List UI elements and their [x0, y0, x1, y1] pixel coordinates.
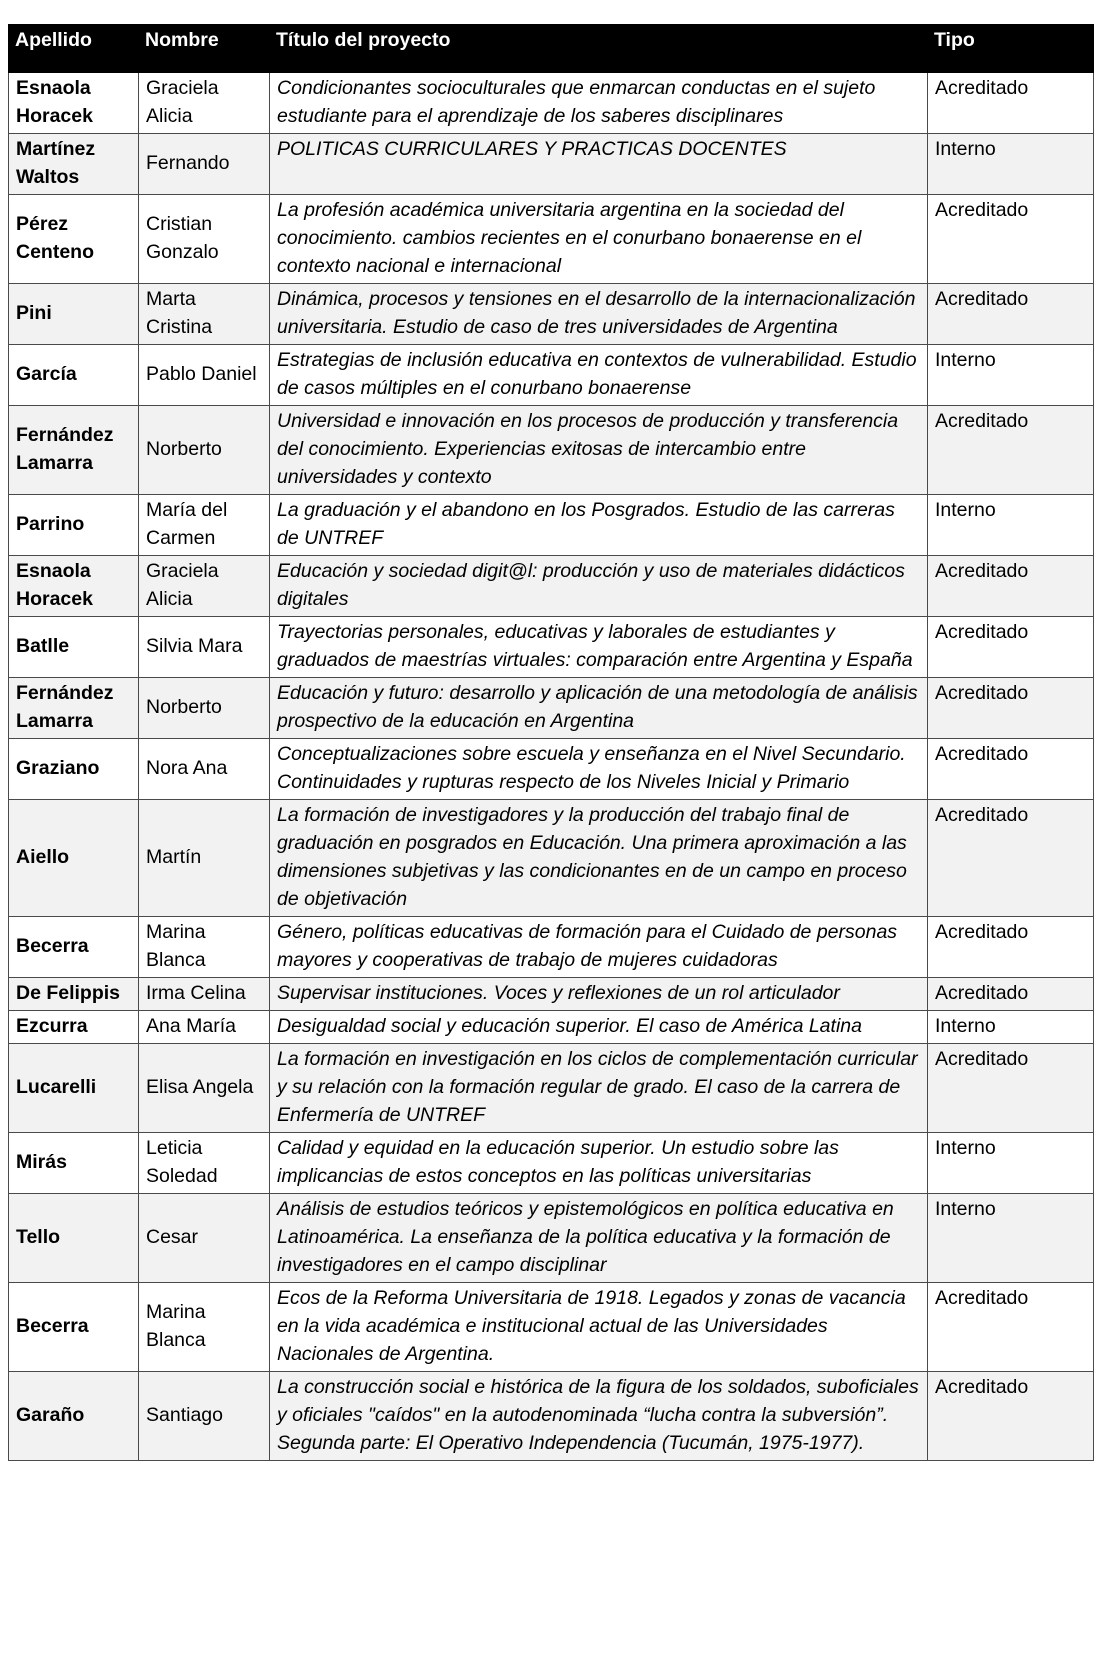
titulo-cell: Estrategias de inclusión educativa en contextos de vulnerabilidad. Estudio de casos múltiples en el conurbano bonaerense — [270, 345, 928, 406]
tipo-cell: Acreditado — [928, 195, 1094, 284]
table-row — [9, 678, 1094, 739]
table-row — [9, 73, 1094, 134]
table-row — [9, 406, 1094, 495]
nombre-cell: Ana María — [139, 1011, 270, 1044]
titulo-cell: Dinámica, procesos y tensiones en el desarrollo de la internacionalización universitaria. Estudio de caso de tres universidades de Argentina — [270, 284, 928, 345]
tipo-cell: Acreditado — [928, 406, 1094, 495]
titulo-cell: Trayectorias personales, educativas y laborales de estudiantes y graduados de maestrías virtuales: comparación entre Argentina y España — [270, 617, 928, 678]
apellido-cell: Parrino — [9, 495, 139, 556]
nombre-cell: Cesar — [139, 1194, 270, 1283]
apellido-cell: Becerra — [9, 1283, 139, 1372]
nombre-cell: Graciela Alicia — [139, 556, 270, 617]
apellido-cell: Martínez Waltos — [9, 134, 139, 195]
apellido-cell: De Felippis — [9, 978, 139, 1011]
nombre-cell: María del Carmen — [139, 495, 270, 556]
table-row — [9, 556, 1094, 617]
table-row — [9, 1372, 1094, 1461]
titulo-cell: La formación de investigadores y la producción del trabajo final de graduación en posgrados en Educación. Una primera aproximación a las dimensiones subjetivas y las condicionantes en de un campo en proceso de objetivación — [270, 800, 928, 917]
table-row — [9, 195, 1094, 284]
apellido-cell: Lucarelli — [9, 1044, 139, 1133]
apellido-cell: Becerra — [9, 917, 139, 978]
nombre-cell: Leticia Soledad — [139, 1133, 270, 1194]
tipo-cell: Acreditado — [928, 556, 1094, 617]
table-row — [9, 134, 1094, 195]
apellido-cell: Graziano — [9, 739, 139, 800]
table-row — [9, 284, 1094, 345]
nombre-cell: Marina Blanca — [139, 1283, 270, 1372]
table-row — [9, 1194, 1094, 1283]
tipo-cell: Interno — [928, 1194, 1094, 1283]
nombre-cell: Graciela Alicia — [139, 73, 270, 134]
tipo-cell: Acreditado — [928, 617, 1094, 678]
apellido-cell: Fernández Lamarra — [9, 678, 139, 739]
tipo-cell: Acreditado — [928, 678, 1094, 739]
table-row — [9, 1133, 1094, 1194]
nombre-cell: Pablo Daniel — [139, 345, 270, 406]
apellido-cell: Tello — [9, 1194, 139, 1283]
apellido-cell: Pini — [9, 284, 139, 345]
table-row — [9, 495, 1094, 556]
apellido-cell: Pérez Centeno — [9, 195, 139, 284]
header-apellido: Apellido — [9, 25, 139, 73]
tipo-cell: Acreditado — [928, 978, 1094, 1011]
nombre-cell: Silvia Mara — [139, 617, 270, 678]
tipo-cell: Interno — [928, 1133, 1094, 1194]
nombre-cell: Norberto — [139, 406, 270, 495]
tipo-cell: Interno — [928, 495, 1094, 556]
header-nombre: Nombre — [139, 25, 270, 73]
nombre-cell: Elisa Angela — [139, 1044, 270, 1133]
nombre-cell: Irma Celina — [139, 978, 270, 1011]
nombre-cell: Marta Cristina — [139, 284, 270, 345]
nombre-cell: Norberto — [139, 678, 270, 739]
titulo-cell: Género, políticas educativas de formación para el Cuidado de personas mayores y cooperativas de trabajo de mujeres cuidadoras — [270, 917, 928, 978]
tipo-cell: Interno — [928, 1011, 1094, 1044]
apellido-cell: Aiello — [9, 800, 139, 917]
tipo-cell: Acreditado — [928, 917, 1094, 978]
header-row — [9, 25, 1094, 73]
apellido-cell: Fernández Lamarra — [9, 406, 139, 495]
titulo-cell: Educación y futuro: desarrollo y aplicación de una metodología de análisis prospectivo de la educación en Argentina — [270, 678, 928, 739]
tipo-cell: Acreditado — [928, 800, 1094, 917]
table-row — [9, 617, 1094, 678]
table-row — [9, 917, 1094, 978]
titulo-cell: Universidad e innovación en los procesos de producción y transferencia del conocimiento. Experiencias exitosas de intercambio entre universidades y contexto — [270, 406, 928, 495]
tipo-cell: Acreditado — [928, 284, 1094, 345]
tipo-cell: Interno — [928, 134, 1094, 195]
nombre-cell: Martín — [139, 800, 270, 917]
titulo-cell: Condicionantes socioculturales que enmarcan conductas en el sujeto estudiante para el aprendizaje de los saberes disciplinares — [270, 73, 928, 134]
table-row — [9, 800, 1094, 917]
table-row — [9, 1283, 1094, 1372]
titulo-cell: Educación y sociedad digit@l: producción y uso de materiales didácticos digitales — [270, 556, 928, 617]
tipo-cell: Interno — [928, 345, 1094, 406]
apellido-cell: Esnaola Horacek — [9, 73, 139, 134]
titulo-cell: Supervisar instituciones. Voces y reflexiones de un rol articulador — [270, 978, 928, 1011]
table-row — [9, 978, 1094, 1011]
table-body — [9, 73, 1094, 1461]
titulo-cell: La profesión académica universitaria argentina en la sociedad del conocimiento. cambios recientes en el conurbano bonaerense en el contexto nacional e internacional — [270, 195, 928, 284]
tipo-cell: Acreditado — [928, 739, 1094, 800]
titulo-cell: La construcción social e histórica de la figura de los soldados, suboficiales y oficiales "caídos" en la autodenominada “lucha contra la subversión”. Segunda parte: El Operativo Independencia (Tucumán, 1975-1977). — [270, 1372, 928, 1461]
projects-table — [8, 24, 1094, 1461]
nombre-cell: Cristian Gonzalo — [139, 195, 270, 284]
titulo-cell: La graduación y el abandono en los Posgrados. Estudio de las carreras de UNTREF — [270, 495, 928, 556]
tipo-cell: Acreditado — [928, 73, 1094, 134]
header-tipo: Tipo — [928, 25, 1094, 73]
apellido-cell: García — [9, 345, 139, 406]
header-titulo: Título del proyecto — [270, 25, 928, 73]
nombre-cell: Nora Ana — [139, 739, 270, 800]
titulo-cell: POLITICAS CURRICULARES Y PRACTICAS DOCENTES — [270, 134, 928, 195]
tipo-cell: Acreditado — [928, 1283, 1094, 1372]
table-row — [9, 1011, 1094, 1044]
apellido-cell: Esnaola Horacek — [9, 556, 139, 617]
titulo-cell: La formación en investigación en los ciclos de complementación curricular y su relación con la formación regular de grado. El caso de la carrera de Enfermería de UNTREF — [270, 1044, 928, 1133]
nombre-cell: Santiago — [139, 1372, 270, 1461]
apellido-cell: Mirás — [9, 1133, 139, 1194]
titulo-cell: Desigualdad social y educación superior. El caso de América Latina — [270, 1011, 928, 1044]
apellido-cell: Garaño — [9, 1372, 139, 1461]
titulo-cell: Ecos de la Reforma Universitaria de 1918. Legados y zonas de vacancia en la vida académica e institucional actual de las Universidades Nacionales de Argentina. — [270, 1283, 928, 1372]
titulo-cell: Conceptualizaciones sobre escuela y enseñanza en el Nivel Secundario. Continuidades y rupturas respecto de los Niveles Inicial y Primario — [270, 739, 928, 800]
titulo-cell: Calidad y equidad en la educación superior. Un estudio sobre las implicancias de estos conceptos en las políticas universitarias — [270, 1133, 928, 1194]
table-row — [9, 345, 1094, 406]
tipo-cell: Acreditado — [928, 1044, 1094, 1133]
table-row — [9, 1044, 1094, 1133]
titulo-cell: Análisis de estudios teóricos y epistemológicos en política educativa en Latinoamérica. La enseñanza de la política educativa y la formación de investigadores en el campo disciplinar — [270, 1194, 928, 1283]
tipo-cell: Acreditado — [928, 1372, 1094, 1461]
apellido-cell: Ezcurra — [9, 1011, 139, 1044]
nombre-cell: Marina Blanca — [139, 917, 270, 978]
nombre-cell: Fernando — [139, 134, 270, 195]
table-row — [9, 739, 1094, 800]
apellido-cell: Batlle — [9, 617, 139, 678]
